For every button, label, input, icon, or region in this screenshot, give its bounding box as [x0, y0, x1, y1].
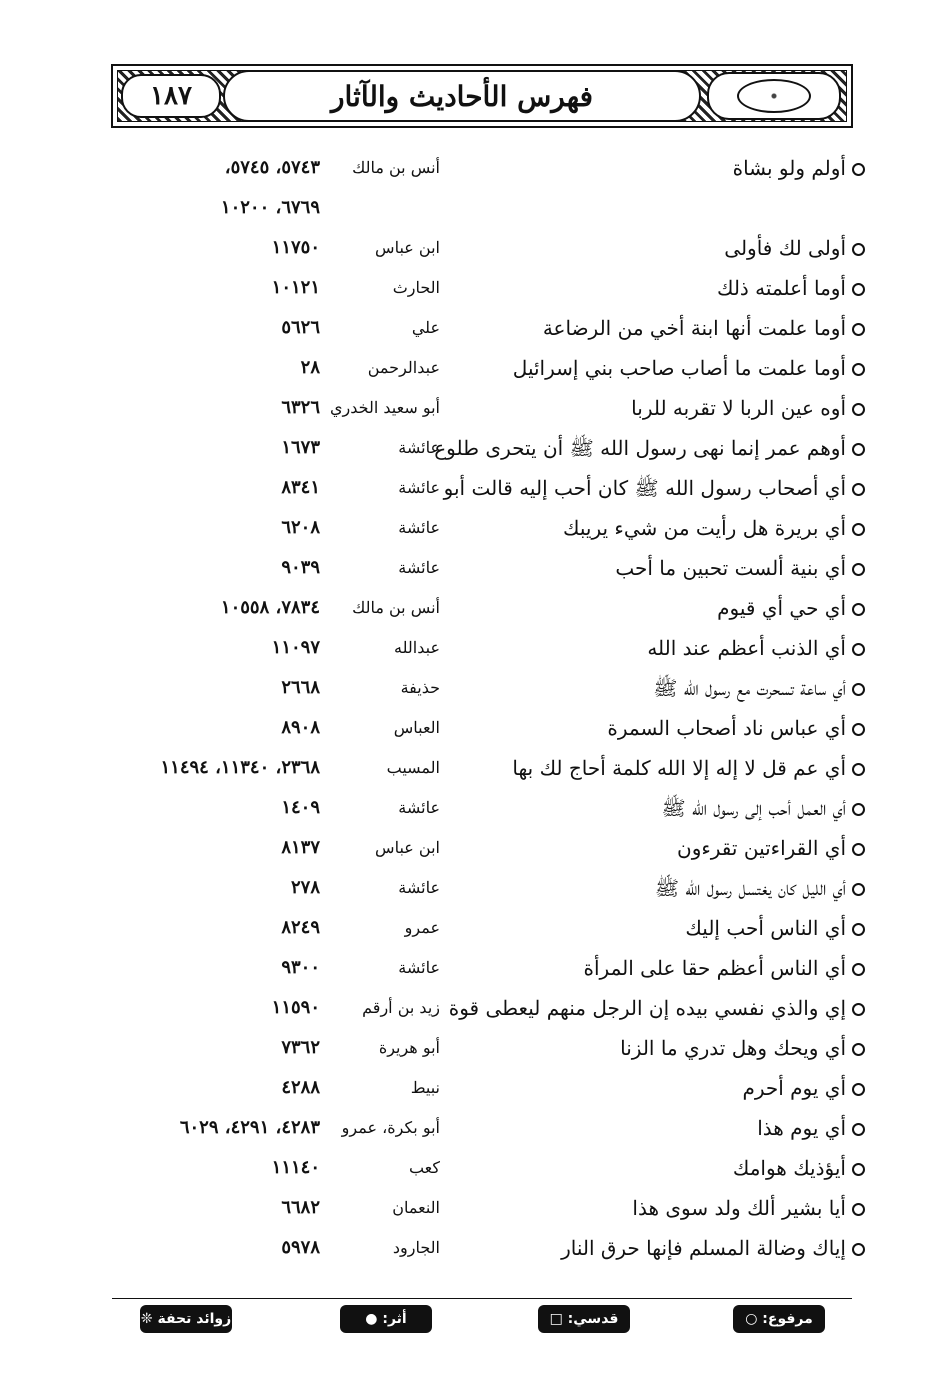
- entry-phrase: [445, 948, 865, 988]
- marfu-bullet-icon: [852, 1163, 865, 1176]
- entry-phrase-text: أي يوم هذا: [757, 1116, 846, 1140]
- page-header: [111, 64, 853, 128]
- entry-phrase-text: إياك وضالة المسلم فإنها حرق النار: [561, 1236, 846, 1260]
- index-entry-row: [0, 908, 943, 948]
- emblem-logo-icon: [737, 79, 811, 113]
- marfu-bullet-icon: [852, 763, 865, 776]
- entry-phrase-text: أي القراءتين تقرءون: [677, 836, 846, 860]
- entry-phrase-text: إي والذي نفسي بيده إن الرجل منهم ليعطى قوة: [448, 996, 846, 1020]
- marfu-bullet-icon: [852, 603, 865, 616]
- entry-phrase-text: أي يوم أحرم: [742, 1076, 846, 1100]
- legend-marfu: [733, 1305, 825, 1333]
- entry-hadith-numbers: ١١٥٩٠: [271, 997, 320, 1018]
- legend-zawaid-label: زوائد تحفة ❊: [140, 1311, 232, 1327]
- entry-phrase: [445, 1228, 865, 1268]
- entry-hadith-numbers: ٩٣٠٠: [281, 957, 320, 978]
- index-entry-row: [0, 1188, 943, 1228]
- page-title: فهرس الأحاديث والآثار: [330, 79, 594, 113]
- marfu-bullet-icon: [852, 1043, 865, 1056]
- legend-athar: [340, 1305, 432, 1333]
- entry-hadith-numbers: ٢٨: [300, 357, 320, 378]
- index-entry-row: [0, 828, 943, 868]
- index-entry-row: [0, 1148, 943, 1188]
- index-entry-row: [0, 188, 943, 228]
- entry-hadith-numbers: ٥٩٧٨: [281, 1237, 320, 1258]
- marfu-bullet-icon: [852, 363, 865, 376]
- entry-phrase-text: أوهم عمر إنما نهى رسول الله ﷺ أن يتحرى طلوع: [434, 436, 846, 460]
- entry-phrase-text: أوما علمت ما أصاب صاحب بني إسرائيل: [512, 356, 846, 380]
- index-entry-row: [0, 868, 943, 908]
- entry-phrase: [445, 1108, 865, 1148]
- entry-phrase: [445, 1188, 865, 1228]
- entry-phrase-text: أي بنية ألست تحبين ما أحب: [615, 556, 846, 580]
- entry-hadith-numbers: ٤٢٨٨: [281, 1077, 320, 1098]
- entry-narrator: النعمان: [392, 1198, 440, 1217]
- entry-hadith-numbers: ٦٦٨٢: [281, 1197, 320, 1218]
- entry-phrase: [445, 308, 865, 348]
- entry-phrase-text: أي العمل أحب إلى رسول الله ﷺ: [661, 796, 846, 820]
- entry-phrase: [445, 588, 865, 628]
- page-number: ١٨٧: [121, 74, 221, 118]
- entry-narrator: ابن عباس: [375, 238, 440, 257]
- entry-phrase-text: أيا بشير ألك ولد سوى هذا: [632, 1196, 846, 1220]
- entry-hadith-numbers: ٢٦٦٨: [281, 677, 320, 698]
- entry-hadith-numbers: ٦٧٦٩، ١٠٢٠٠: [220, 197, 320, 218]
- index-entry-row: [0, 348, 943, 388]
- entry-phrase: [445, 468, 865, 508]
- entry-hadith-numbers: ٨٣٤١: [281, 477, 320, 498]
- entry-hadith-numbers: ٨٩٠٨: [281, 717, 320, 738]
- index-entry-row: [0, 508, 943, 548]
- entry-hadith-numbers: ٥٦٢٦: [281, 317, 320, 338]
- entry-hadith-numbers: ١١٧٥٠: [271, 237, 320, 258]
- marfu-bullet-icon: [852, 1083, 865, 1096]
- entry-phrase: [445, 268, 865, 308]
- entry-narrator: الجارود: [392, 1238, 440, 1257]
- index-entry-row: [0, 1228, 943, 1268]
- entry-phrase-text: أي عم قل لا إله إلا الله كلمة أحاج لك بها: [512, 756, 846, 780]
- index-entry-row: [0, 1028, 943, 1068]
- entry-phrase: [445, 628, 865, 668]
- entry-hadith-numbers: ١٠١٢١: [271, 277, 320, 298]
- entry-narrator: علي: [411, 318, 440, 337]
- entry-hadith-numbers: ٤٢٨٣، ٤٢٩١، ٦٠٢٩: [179, 1117, 320, 1138]
- marfu-bullet-icon: [852, 723, 865, 736]
- entry-narrator: أبو هريرة: [378, 1038, 440, 1057]
- entry-phrase: [445, 508, 865, 548]
- entry-hadith-numbers: ٢٧٨: [290, 877, 320, 898]
- entry-narrator: عائشة: [398, 878, 440, 897]
- entry-phrase-text: أي الذنب أعظم عند الله: [647, 636, 846, 660]
- entry-phrase-text: أي ساعة تسحرت مع رسول الله ﷺ: [653, 676, 846, 700]
- entry-phrase: [445, 548, 865, 588]
- entry-narrator: المسيب: [386, 758, 440, 777]
- marfu-bullet-icon: [852, 243, 865, 256]
- entry-hadith-numbers: ٧٨٣٤، ١٠٥٥٨: [220, 597, 320, 618]
- entry-narrator: عائشة: [398, 558, 440, 577]
- entry-phrase-text: أي الناس أعظم حقا على المرأة: [583, 956, 846, 980]
- index-entry-row: [0, 468, 943, 508]
- entry-narrator: نبيط: [410, 1078, 440, 1097]
- index-entry-row: [0, 588, 943, 628]
- marfu-bullet-icon: [852, 923, 865, 936]
- entry-phrase-text: أوه عين الربا لا تقربه للربا: [631, 396, 846, 420]
- entry-narrator: أنس بن مالك: [352, 158, 440, 177]
- entry-hadith-numbers: ٥٧٤٣، ٥٧٤٥،: [224, 157, 320, 178]
- marfu-bullet-icon: [852, 483, 865, 496]
- marfu-bullet-icon: [852, 443, 865, 456]
- marfu-bullet-icon: [852, 323, 865, 336]
- index-entry-row: [0, 308, 943, 348]
- index-entry-row: [0, 708, 943, 748]
- entry-narrator: عائشة: [398, 478, 440, 497]
- entry-hadith-numbers: ٨١٣٧: [281, 837, 320, 858]
- entry-phrase-text: أولم ولو بشاة: [732, 156, 846, 180]
- entry-hadith-numbers: ١٤٠٩: [281, 797, 320, 818]
- entry-hadith-numbers: ٩٠٣٩: [281, 557, 320, 578]
- index-entry-row: [0, 988, 943, 1028]
- marfu-bullet-icon: [852, 683, 865, 696]
- entry-phrase-text: أي ويحك وهل تدري ما الزنا: [620, 1036, 846, 1060]
- entry-phrase-text: أوما علمت أنها ابنة أخي من الرضاعة: [542, 316, 846, 340]
- marfu-bullet-icon: [852, 283, 865, 296]
- marfu-bullet-icon: [852, 403, 865, 416]
- entry-phrase: [445, 1068, 865, 1108]
- index-entry-row: [0, 1068, 943, 1108]
- marfu-bullet-icon: [852, 163, 865, 176]
- footer-divider: [112, 1298, 852, 1299]
- index-entry-row: [0, 268, 943, 308]
- entry-phrase: [445, 748, 865, 788]
- entry-phrase: [445, 148, 865, 188]
- marfu-bullet-icon: [852, 523, 865, 536]
- index-entry-row: [0, 1108, 943, 1148]
- index-entry-row: [0, 388, 943, 428]
- entry-narrator: عائشة: [398, 438, 440, 457]
- entry-hadith-numbers: ١٦٧٣: [281, 437, 320, 458]
- entry-phrase-text: أي بريرة هل رأيت من شيء يريبك: [563, 516, 846, 540]
- entry-narrator: عبدالرحمن: [367, 358, 440, 377]
- index-entry-row: [0, 788, 943, 828]
- entry-narrator: كعب: [408, 1158, 440, 1177]
- entry-phrase: [434, 428, 865, 468]
- entry-phrase: [445, 228, 865, 268]
- entry-narrator: عائشة: [398, 798, 440, 817]
- marfu-bullet-icon: [852, 963, 865, 976]
- entry-narrator: العباس: [393, 718, 440, 737]
- entry-phrase-text: أي الليل كان يغتسل رسول الله ﷺ: [654, 876, 846, 900]
- entry-phrase-text: أي حي أي قيوم: [717, 596, 846, 620]
- emblem: [707, 72, 841, 120]
- entry-phrase: [445, 908, 865, 948]
- entry-hadith-numbers: ٦٢٠٨: [281, 517, 320, 538]
- legend-qudsi-label: قدسي: □: [549, 1311, 619, 1327]
- entry-hadith-numbers: ٧٣٦٢: [281, 1037, 320, 1058]
- entry-phrase: [445, 868, 865, 908]
- entry-phrase: [445, 668, 865, 708]
- entry-phrase: [445, 348, 865, 388]
- entry-narrator: أبو سعيد الخدري: [330, 398, 440, 417]
- entry-narrator: أبو بكرة، عمرو: [341, 1118, 440, 1137]
- index-entry-row: [0, 668, 943, 708]
- index-entry-row: [0, 228, 943, 268]
- entry-phrase: [445, 788, 865, 828]
- marfu-bullet-icon: [852, 1123, 865, 1136]
- entry-phrase-text: أولى لك فأولى: [724, 236, 846, 260]
- entry-phrase-text: أوما أعلمته ذلك: [716, 276, 846, 300]
- entry-phrase-text: أي عباس ناد أصحاب السمرة: [607, 716, 846, 740]
- marfu-bullet-icon: [852, 1243, 865, 1256]
- index-entry-row: [0, 948, 943, 988]
- marfu-bullet-icon: [852, 883, 865, 896]
- entry-narrator: عمرو: [404, 918, 440, 937]
- marfu-bullet-icon: [852, 1003, 865, 1016]
- entry-phrase: [445, 388, 865, 428]
- entry-phrase: [445, 188, 865, 228]
- legend-marfu-label: مرفوع: ○: [745, 1311, 813, 1327]
- index-entry-row: [0, 148, 943, 188]
- entry-narrator: زيد بن أرقم: [362, 998, 440, 1017]
- entry-phrase: [445, 708, 865, 748]
- entry-narrator: عبدالله: [394, 638, 440, 657]
- entry-phrase-text: أي الناس أحب إليك: [685, 916, 846, 940]
- legend-zawaid: [140, 1305, 232, 1333]
- entry-narrator: عائشة: [398, 518, 440, 537]
- entry-hadith-numbers: ٨٢٤٩: [281, 917, 320, 938]
- entry-narrator: أنس بن مالك: [352, 598, 440, 617]
- marfu-bullet-icon: [852, 843, 865, 856]
- entry-narrator: عائشة: [398, 958, 440, 977]
- marfu-bullet-icon: [852, 563, 865, 576]
- index-entry-row: [0, 748, 943, 788]
- entry-narrator: ابن عباس: [375, 838, 440, 857]
- legend-qudsi: [538, 1305, 630, 1333]
- entry-narrator: حذيفة: [400, 678, 440, 697]
- index-entry-row: [0, 548, 943, 588]
- marfu-bullet-icon: [852, 803, 865, 816]
- entry-hadith-numbers: ٦٣٢٦: [281, 397, 320, 418]
- marfu-bullet-icon: [852, 1203, 865, 1216]
- title-band: [223, 70, 701, 122]
- entry-phrase: [445, 988, 865, 1028]
- index-entry-row: [0, 428, 943, 468]
- entry-hadith-numbers: ٢٣٦٨، ١١٣٤٠، ١١٤٩٤: [160, 757, 320, 778]
- entry-phrase: [445, 1028, 865, 1068]
- legend-athar-label: أثر: ●: [365, 1311, 407, 1327]
- index-entry-row: [0, 628, 943, 668]
- entry-hadith-numbers: ١١١٤٠: [271, 1157, 320, 1178]
- entry-phrase: [445, 1148, 865, 1188]
- entry-narrator: الحارث: [392, 278, 440, 297]
- entry-phrase-text: أيؤذيك هوامك: [732, 1156, 846, 1180]
- entry-phrase-text: أي أصحاب رسول الله ﷺ كان أحب إليه قالت أبو: [443, 476, 846, 500]
- entry-hadith-numbers: ١١٠٩٧: [271, 637, 320, 658]
- marfu-bullet-icon: [852, 643, 865, 656]
- entry-phrase: [445, 828, 865, 868]
